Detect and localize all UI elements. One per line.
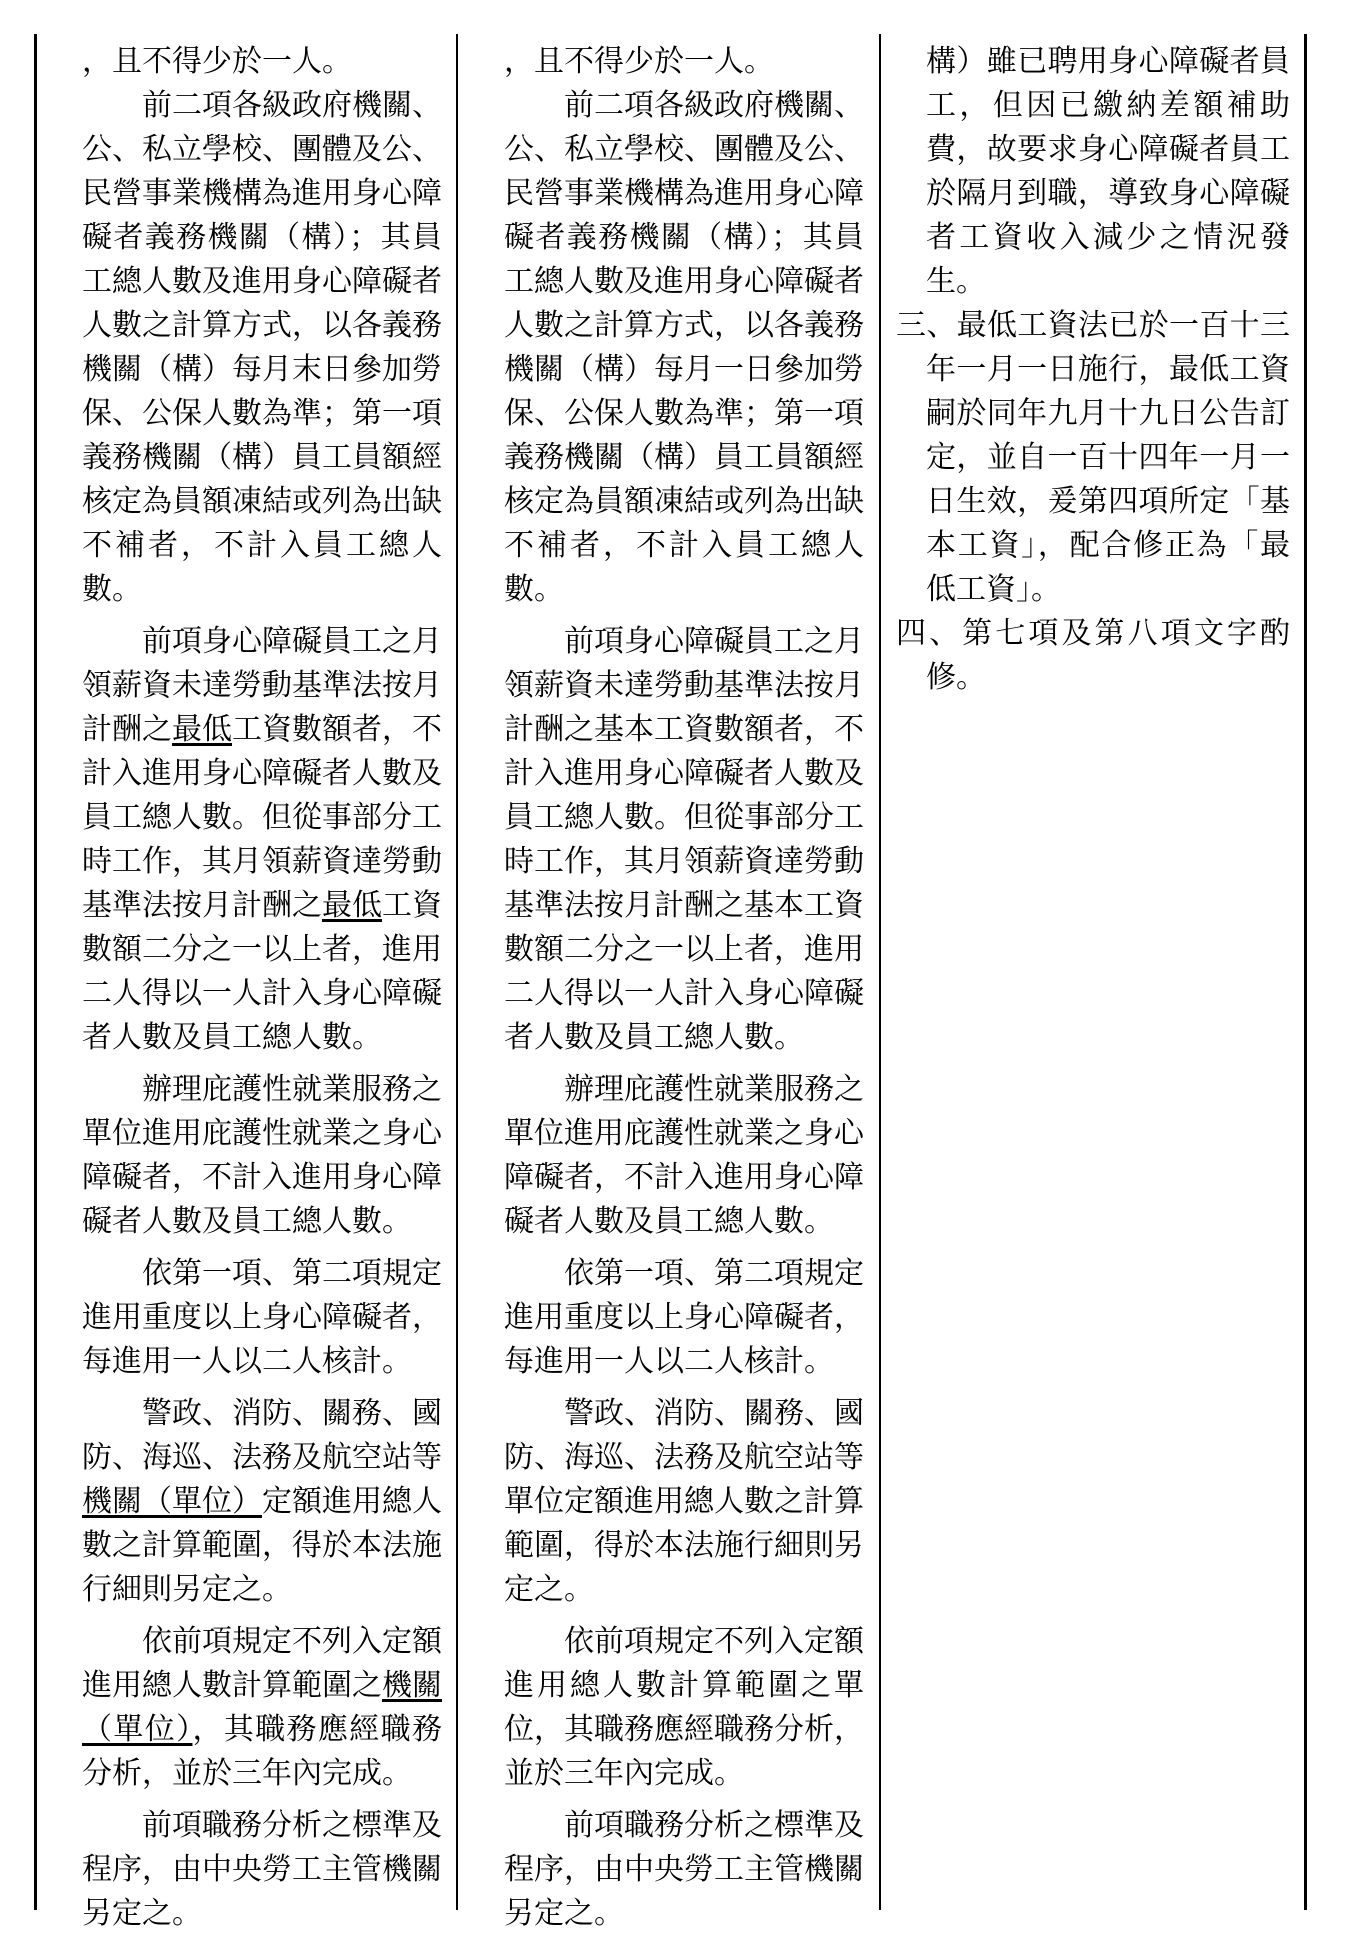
- comparison-table: [34, 34, 1307, 1931]
- amended-paragraph-6: 警政、消防、關務、國防、海巡、法務及航空站等機關（單位）定額進用總人數之計算範圍，得於本法施行細則另定之。: [82, 1396, 442, 1607]
- amended-paragraph-4: 辦理庇護性就業服務之單位進用庇護性就業之身心障礙者，不計入進用身心障礙者人數及員工總人數。: [82, 1072, 442, 1239]
- amendment-underline: 最低: [322, 888, 382, 923]
- explanation-item-4: 四、第七項及第八項文字酌修。: [896, 616, 1290, 695]
- amended-paragraph-3: 前項身心障礙員工之月領薪資未達勞動基準法按月計酬之最低工資數額者，不計入進用身心障礙者人數及員工總人數。但從事部分工時工作，其月領薪資達勞動基準法按月計酬之最低工資數額二分之一以上者，進用二人得以一人計入身心障礙者人數及員工總人數。: [82, 624, 442, 1055]
- current-paragraph-7: 依前項規定不列入定額進用總人數計算範圍之單位，其職務應經職務分析，並於三年內完成。: [504, 1624, 864, 1791]
- current-paragraph-3: 前項身心障礙員工之月領薪資未達勞動基準法按月計酬之基本工資數額者，不計入進用身心障礙者人數及員工總人數。但從事部分工時工作，其月領薪資達勞動基準法按月計酬之基本工資數額二分之一以上者，進用二人得以一人計入身心障礙者人數及員工總人數。: [504, 624, 864, 1055]
- current-paragraph-5: 依第一項、第二項規定進用重度以上身心障礙者，每進用一人以二人核計。: [504, 1256, 864, 1379]
- current-paragraph-6: 警政、消防、關務、國防、海巡、法務及航空站等單位定額進用總人數之計算範圍，得於本法施行細則另定之。: [504, 1396, 864, 1607]
- explanation-column: [896, 40, 1290, 700]
- column-divider-2: [879, 34, 881, 1910]
- amendment-underline: 機關（單位）: [82, 1668, 442, 1747]
- amended-fragment: ，且不得少於一人。: [82, 44, 352, 79]
- amended-paragraph-8: 前項職務分析之標準及程序，由中央勞工主管機關另定之。: [82, 1808, 442, 1931]
- amended-paragraph-5: 依第一項、第二項規定進用重度以上身心障礙者，每進用一人以二人核計。: [82, 1256, 442, 1379]
- current-text-column: [504, 40, 864, 1936]
- amendment-underline: 機關（單位）: [82, 1484, 262, 1519]
- table-right-border: [1304, 34, 1307, 1910]
- explanation-item-3: 三、最低工資法已於一百十三年一月一日施行，最低工資嗣於同年九月十九日公告訂定，並自一百十四年一月一日生效，爰第四項所定「基本工資」，配合修正為「最低工資」。: [896, 308, 1290, 607]
- column-divider-1: [456, 34, 458, 1910]
- amended-paragraph-2: 前二項各級政府機關、公、私立學校、團體及公、民營事業機構為進用身心障礙者義務機關（構）；其員工總人數及進用身心障礙者人數之計算方式，以各義務機關（構）每月末日參加勞保、公保人數為準；第一項義務機關（構）員工員額經核定為員額凍結或列為出缺不補者，不計入員工總人數。: [82, 88, 442, 607]
- current-paragraph-2: 前二項各級政府機關、公、私立學校、團體及公、民營事業機構為進用身心障礙者義務機關（構）；其員工總人數及進用身心障礙者人數之計算方式，以各義務機關（構）每月一日參加勞保、公保人數為準；第一項義務機關（構）員工員額經核定為員額凍結或列為出缺不補者，不計入員工總人數。: [504, 88, 864, 607]
- current-fragment: ，且不得少於一人。: [504, 44, 774, 79]
- amended-paragraph-7: 依前項規定不列入定額進用總人數計算範圍之機關（單位），其職務應經職務分析，並於三年內完成。: [82, 1624, 443, 1791]
- explanation-continuation: 構）雖已聘用身心障礙者員工，但因已繳納差額補助費，故要求身心障礙者員工於隔月到職，導致身心障礙者工資收入減少之情況發生。: [926, 44, 1290, 299]
- current-paragraph-8: 前項職務分析之標準及程序，由中央勞工主管機關另定之。: [504, 1808, 864, 1931]
- amended-text-column: [82, 40, 442, 1936]
- current-paragraph-4: 辦理庇護性就業服務之單位進用庇護性就業之身心障礙者，不計入進用身心障礙者人數及員工總人數。: [504, 1072, 864, 1239]
- table-left-border: [34, 34, 37, 1910]
- amendment-underline: 最低: [172, 712, 232, 747]
